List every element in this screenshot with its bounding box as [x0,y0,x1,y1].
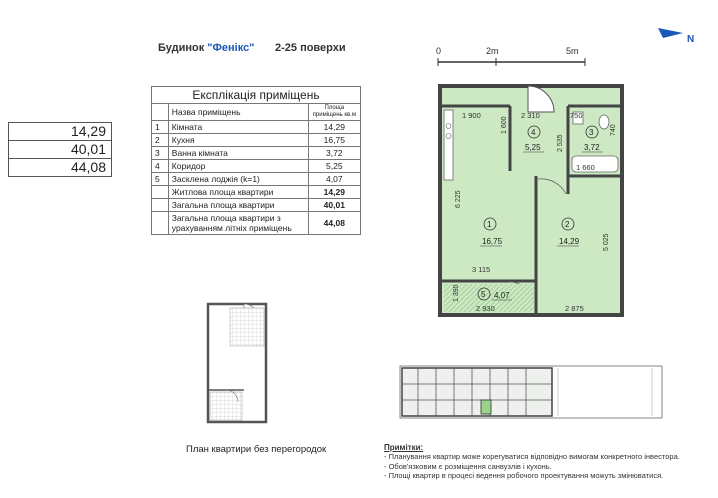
table-row [152,160,361,173]
room-id: 2 [565,220,570,229]
total-name: Загальна площа квартири з урахуванням літніх приміщень [168,212,308,235]
total-area-summer-value: 44,08 [70,159,106,175]
total-num-cell [152,212,169,235]
floors-label: 2-25 поверхи [275,42,346,54]
explication-title: Експлікація приміщень [152,87,361,104]
room-id: 4 [531,128,536,137]
total-area-value: 40,01 [70,141,106,157]
dim-label: 1 600 [501,116,508,134]
room-id: 3 [589,128,594,137]
scale-bar [430,44,590,70]
room-id: 1 [487,220,492,229]
building-title [158,42,254,54]
dim-label: 5 025 [603,233,610,251]
total-name: Загальна площа квартири [168,199,308,212]
row-name: Ванна кімната [168,147,308,160]
row-area: 5,25 [308,160,360,173]
floor-fill [442,88,620,313]
dim-label: 3 115 [472,265,491,274]
col-area-header: Площа приміщень кв.м [308,104,360,121]
total-area: 44,08 [308,212,360,235]
scale-zero: 0 [436,46,442,56]
dim-label: 1 390 [453,284,460,302]
total-area: 40,01 [308,199,360,212]
total-row [152,212,361,235]
row-num: 5 [152,173,169,186]
total-area: 14,29 [308,186,360,199]
dim-label: 750 [570,111,583,120]
row-name: Кімната [168,121,308,134]
building-section [402,368,552,416]
room-area: 3,72 [584,143,600,152]
dim-label: 1 660 [576,163,595,172]
row-num: 1 [152,121,169,134]
plan-without-partitions [196,292,276,432]
note-line: - Обов'язковим є розміщення санвузлів і кухонь. [384,461,552,471]
area-summary-row [8,158,112,177]
row-area: 14,29 [308,121,360,134]
tiled-area [230,308,264,346]
building-prefix: Будинок [158,42,208,54]
dim-label: 1 900 [462,111,481,120]
north-label: N [687,34,695,45]
toilet [599,115,609,129]
row-name: Засклена лоджія (k=1) [168,173,308,186]
table-row [152,134,361,147]
header-num-cell [152,104,169,121]
scale-end: 5m [566,46,579,56]
table-row [152,147,361,160]
floor-plan [420,76,630,326]
note-line: - Планування квартир може корегуватися відповідно вимогам конкретного інвестора. [384,452,680,462]
total-name: Житлова площа квартири [168,186,308,199]
floor-key-plan [398,362,670,422]
table-row [152,121,361,134]
row-num: 3 [152,147,169,160]
kitchen-counter [444,110,453,180]
dim-label: 740 [610,124,617,136]
scale-mid: 2m [486,46,499,56]
col-name-header: Назва приміщень [168,104,308,121]
area-summary-row [8,122,112,140]
total-row [152,186,361,199]
living-area-value: 14,29 [70,123,106,139]
total-row [152,199,361,212]
dim-label: 6 225 [455,190,462,208]
row-area: 4,07 [308,173,360,186]
north-arrow [655,20,705,50]
total-num-cell [152,199,169,212]
row-num: 4 [152,160,169,173]
room-area: 14,29 [559,237,580,246]
total-num-cell [152,186,169,199]
dim-label: 2 310 [521,111,540,120]
row-num: 2 [152,134,169,147]
building-name: "Фенікс" [207,42,255,54]
room-id: 5 [481,290,486,299]
north-arrow-icon [658,28,683,38]
explication-table [151,86,361,235]
area-summary-row [8,140,112,158]
row-name: Коридор [168,160,308,173]
table-row [152,173,361,186]
row-area: 16,75 [308,134,360,147]
row-area: 3,72 [308,147,360,160]
room-area: 5,25 [525,143,541,152]
room-area: 16,75 [482,237,503,246]
dim-label: 2 535 [557,134,564,152]
row-name: Кухня [168,134,308,147]
dim-label: 2 875 [565,304,584,313]
notes-title: Примітки: [384,443,424,452]
current-apartment-highlight [481,400,491,414]
partition-plan-caption: План квартири без перегородок [186,444,327,455]
area-summary [8,122,112,177]
loggia-tiles [210,392,242,420]
note-line: - Площі квартир в процесі ведення робочого проектування можуть змінюватися. [384,470,664,480]
dim-label: 2 930 [476,304,495,313]
room-area: 4,07 [494,291,510,300]
notes [384,443,680,480]
